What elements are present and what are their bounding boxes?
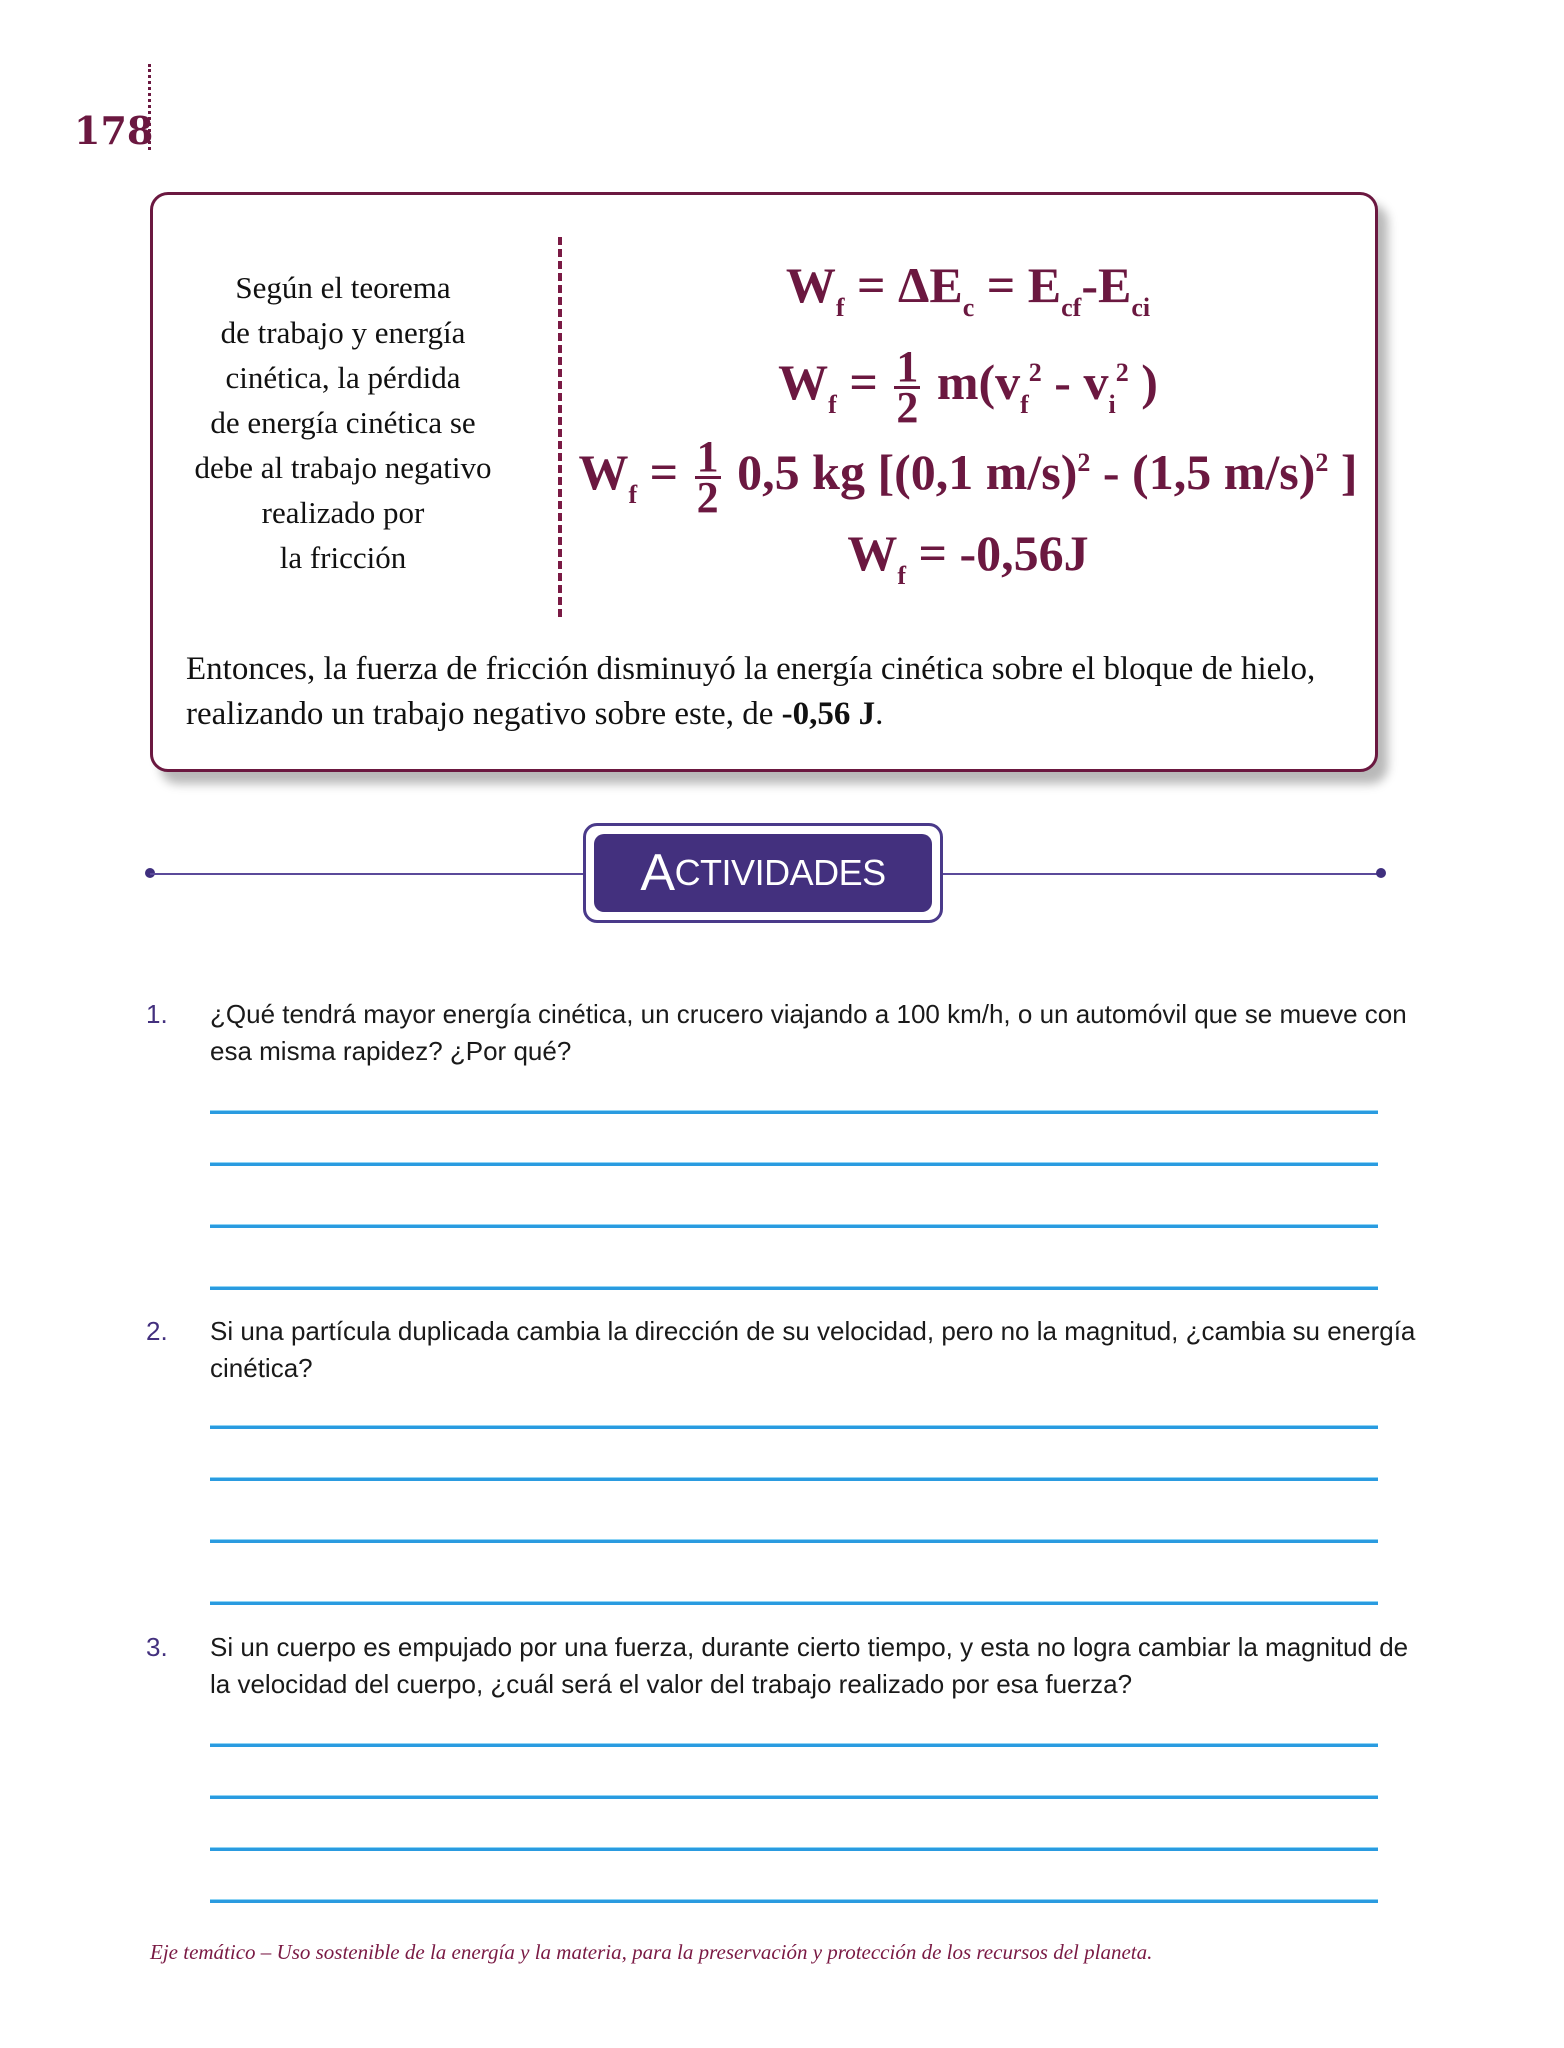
question-1 (146, 996, 1420, 1070)
explanation-line: realizado por (261, 495, 425, 530)
formula-substitution: $W_f$ = $\frac{1}{2}$ 0,5 kg [(0,1 m/s)$^2$ - (1,5 m/s)$^2$ ] (578, 432, 1358, 523)
page-number: 178 (74, 108, 154, 153)
formula-kinetic-difference: $W_f$ = $\frac{1}{2}$ $m(v_f^2 - v_i^2$ ) (778, 342, 1158, 433)
explanation-line: de energía cinética se (210, 405, 476, 440)
question-number: 2. (146, 1316, 168, 1346)
answer-line-q3-1[interactable] (210, 1743, 1378, 1747)
fraction-one-half: $\frac{1}{2}$ (696, 432, 719, 523)
answer-line-q2-1[interactable] (210, 1425, 1378, 1429)
answer-line-q3-2[interactable] (210, 1795, 1378, 1799)
explanation-line: Según el teorema (235, 270, 451, 305)
explanation-line: cinética, la pérdida (225, 360, 461, 395)
section-divider-left (150, 873, 590, 875)
question-text: ¿Qué tendrá mayor energía cinética, un crucero viajando a 100 km/h, o un automóvil que se mueve con esa misma rapidez? ¿Por qué? (210, 999, 1407, 1066)
question-2 (146, 1313, 1420, 1387)
question-text: Si una partícula duplicada cambia la dirección de su velocidad, pero no la magnitud, ¿cambia su energía cinética? (210, 1316, 1416, 1383)
divider-dot-right (1376, 868, 1386, 878)
answer-line-q1-3[interactable] (210, 1224, 1378, 1228)
question-text: Si un cuerpo es empujado por una fuerza, durante cierto tiempo, y esta no logra cambiar la magnitud de la velocidad del cuerpo, ¿cuál será el valor del trabajo realizado por esa fuerza? (210, 1632, 1409, 1699)
question-number: 1. (146, 999, 168, 1029)
footer-thematic-axis: Eje temático – Uso sostenible de la energía y la materia, para la preservación y protección de los recursos del planeta. (150, 1940, 1153, 1964)
section-divider-right (940, 873, 1380, 875)
explanation-line: debe al trabajo negativo (194, 450, 492, 485)
answer-line-q1-4[interactable] (210, 1286, 1378, 1290)
answer-line-q2-2[interactable] (210, 1477, 1378, 1481)
explanation-line: la fricción (279, 540, 407, 575)
question-number: 3. (146, 1632, 168, 1662)
formula-result: $W_f = -0,56J$ (847, 525, 1089, 590)
conclusion-text: Entonces, la fuerza de fricción disminuyó la energía cinética sobre el bloque de hielo, realizando un trabajo negativo sobre este, de -0,56 J. (186, 651, 1316, 732)
conclusion-value: -0,56 J (781, 696, 876, 732)
answer-line-q2-4[interactable] (210, 1601, 1378, 1605)
formulas (573, 255, 1363, 590)
dashed-divider (558, 237, 562, 617)
answer-line-q3-4[interactable] (210, 1899, 1378, 1903)
explanation-line: de trabajo y energía (220, 315, 466, 350)
answer-line-q1-2[interactable] (210, 1162, 1378, 1166)
answer-line-q2-3[interactable] (210, 1539, 1378, 1543)
formula-work-energy-theorem: $W_f = \Delta E_c = E_{cf}-E_{ci}$ (785, 257, 1151, 322)
question-3 (146, 1629, 1420, 1703)
activities-heading: A CTIVIDADES (594, 834, 932, 912)
theorem-explanation (183, 265, 503, 580)
fraction-one-half: $\frac{1}{2}$ (896, 342, 919, 433)
answer-line-q3-3[interactable] (210, 1847, 1378, 1851)
answer-line-q1-1[interactable] (210, 1110, 1378, 1114)
theory-box (150, 192, 1378, 772)
activities-heading-frame (583, 823, 943, 923)
